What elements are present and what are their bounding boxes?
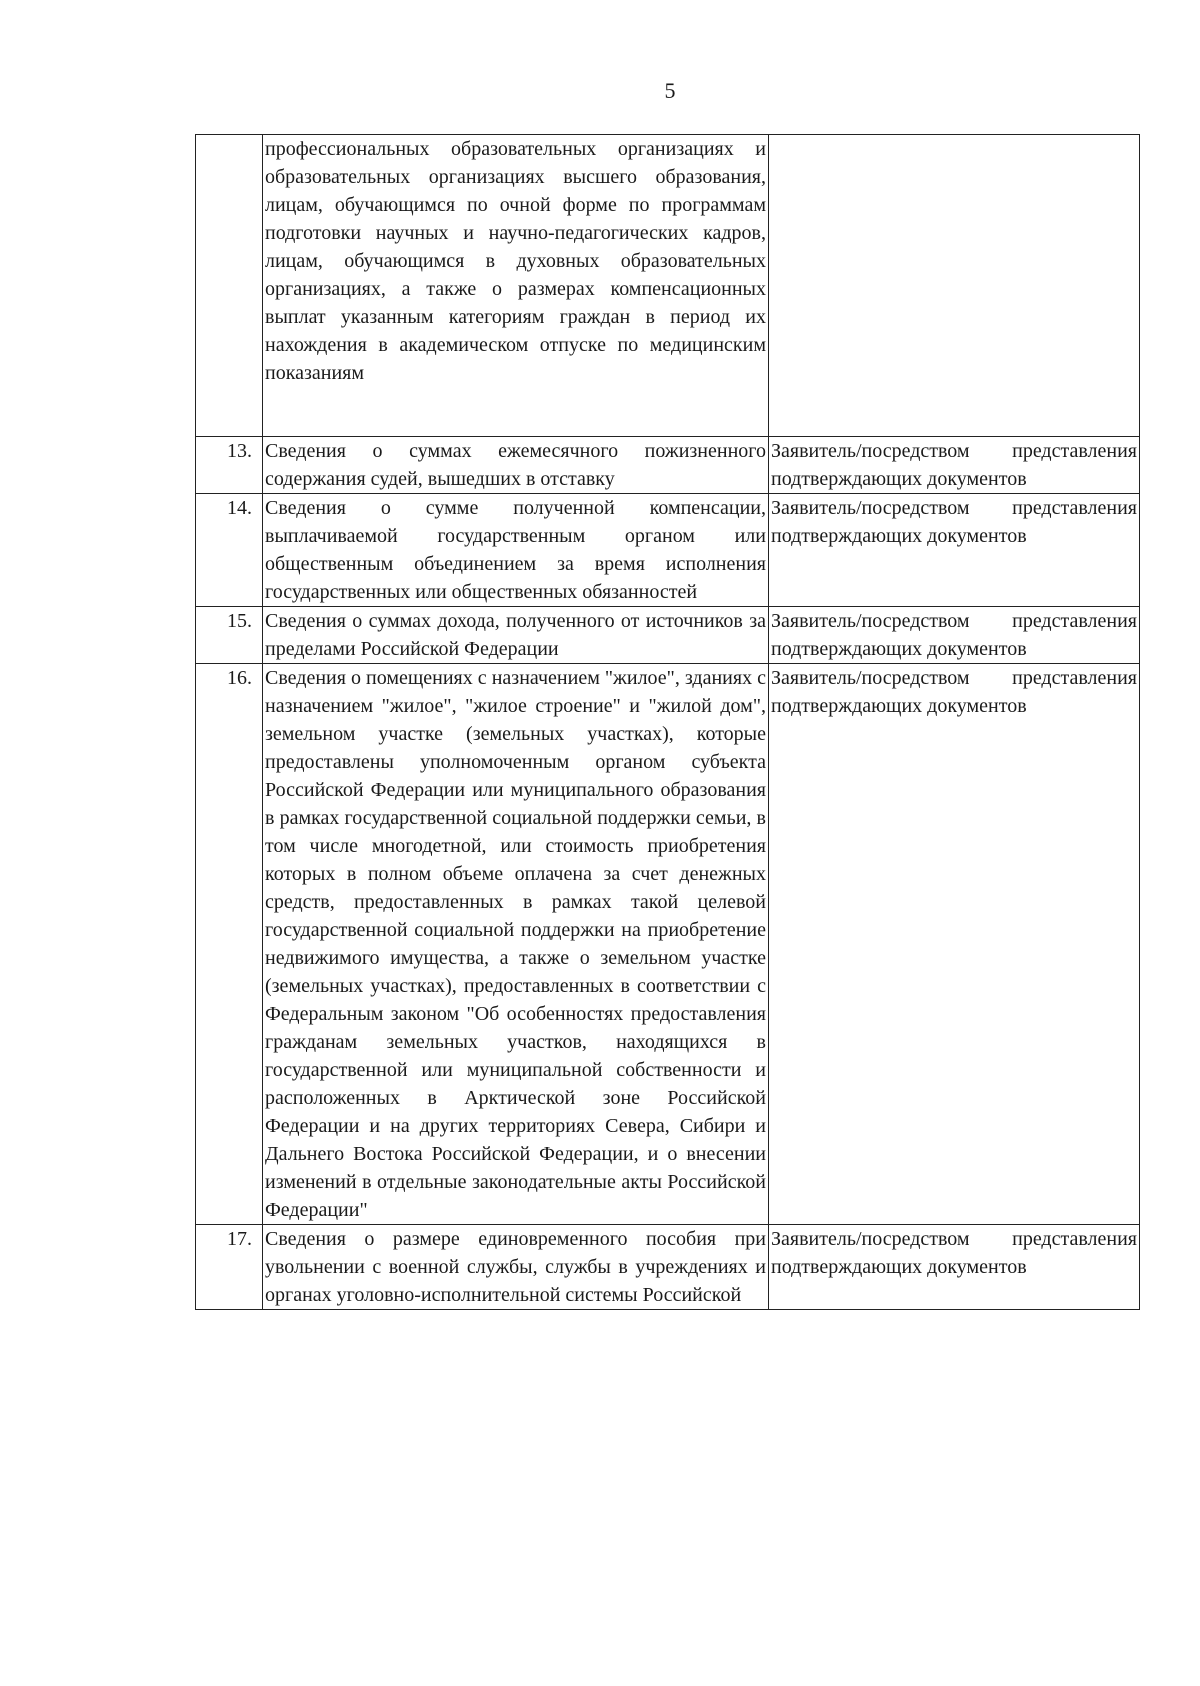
row-source: [769, 135, 1140, 437]
table-row: [196, 494, 1140, 607]
row-number: [196, 135, 263, 437]
row-description: Сведения о помещениях с назначением "жилое", зданиях с назначением "жилое", "жилое строение" и "жилой дом", земельном участке (земельных участках), которые предоставлены уполномоченным органом субъекта Российской Федерации или муниципального образования в рамках государственной социальной поддержки семьи, в том числе многодетной, или стоимость приобретения которых в полном объеме оплачена за счет денежных средств, предоставленных в рамках такой целевой государственной социальной поддержки на приобретение недвижимого имущества, а также о земельном участке (земельных участках), предоставленных в соответствии с Федеральным законом "Об особенностях предоставления гражданам земельных участков, находящихся в государственной или муниципальной собственности и расположенных в Арктической зоне Российской Федерации и на других территориях Севера, Сибири и Дальнего Востока Российской Федерации, и о внесении изменений в отдельные законодательные акты Российской Федерации": [263, 664, 769, 1225]
row-source: Заявитель/посредством представления подтверждающих документов: [769, 607, 1140, 664]
row-description: Сведения о суммах дохода, полученного от источников за пределами Российской Федерации: [263, 607, 769, 664]
table-row: [196, 664, 1140, 1225]
table-row: [196, 607, 1140, 664]
row-description: профессиональных образовательных организациях и образовательных организациях высшего образования, лицам, обучающимся по очной форме по программам подготовки научных и научно-педагогических кадров, лицам, обучающимся в духовных образовательных организациях, а также о размерах компенсационных выплат указанным категориям граждан в период их нахождения в академическом отпуске по медицинским показаниям: [263, 135, 769, 437]
row-description: Сведения о сумме полученной компенсации, выплачиваемой государственным органом или общественным объединением за время исполнения государственных или общественных обязанностей: [263, 494, 769, 607]
row-source: Заявитель/посредством представления подтверждающих документов: [769, 1225, 1140, 1310]
page-number: 5: [664, 78, 676, 103]
row-source: Заявитель/посредством представления подтверждающих документов: [769, 494, 1140, 607]
row-number: 13.: [196, 437, 263, 494]
row-source: Заявитель/посредством представления подтверждающих документов: [769, 664, 1140, 1225]
row-source: Заявитель/посредством представления подтверждающих документов: [769, 437, 1140, 494]
table-row: [196, 135, 1140, 437]
row-number: 16.: [196, 664, 263, 1225]
row-description: Сведения о суммах ежемесячного пожизненного содержания судей, вышедших в отставку: [263, 437, 769, 494]
row-number: 14.: [196, 494, 263, 607]
row-number: 17.: [196, 1225, 263, 1310]
row-number: 15.: [196, 607, 263, 664]
table-row: [196, 437, 1140, 494]
table-row: [196, 1225, 1140, 1310]
row-description: Сведения о размере единовременного пособия при увольнении с военной службы, службы в учреждениях и органах уголовно-исполнительной системы Российской: [263, 1225, 769, 1310]
documents-table: [195, 134, 1140, 1310]
